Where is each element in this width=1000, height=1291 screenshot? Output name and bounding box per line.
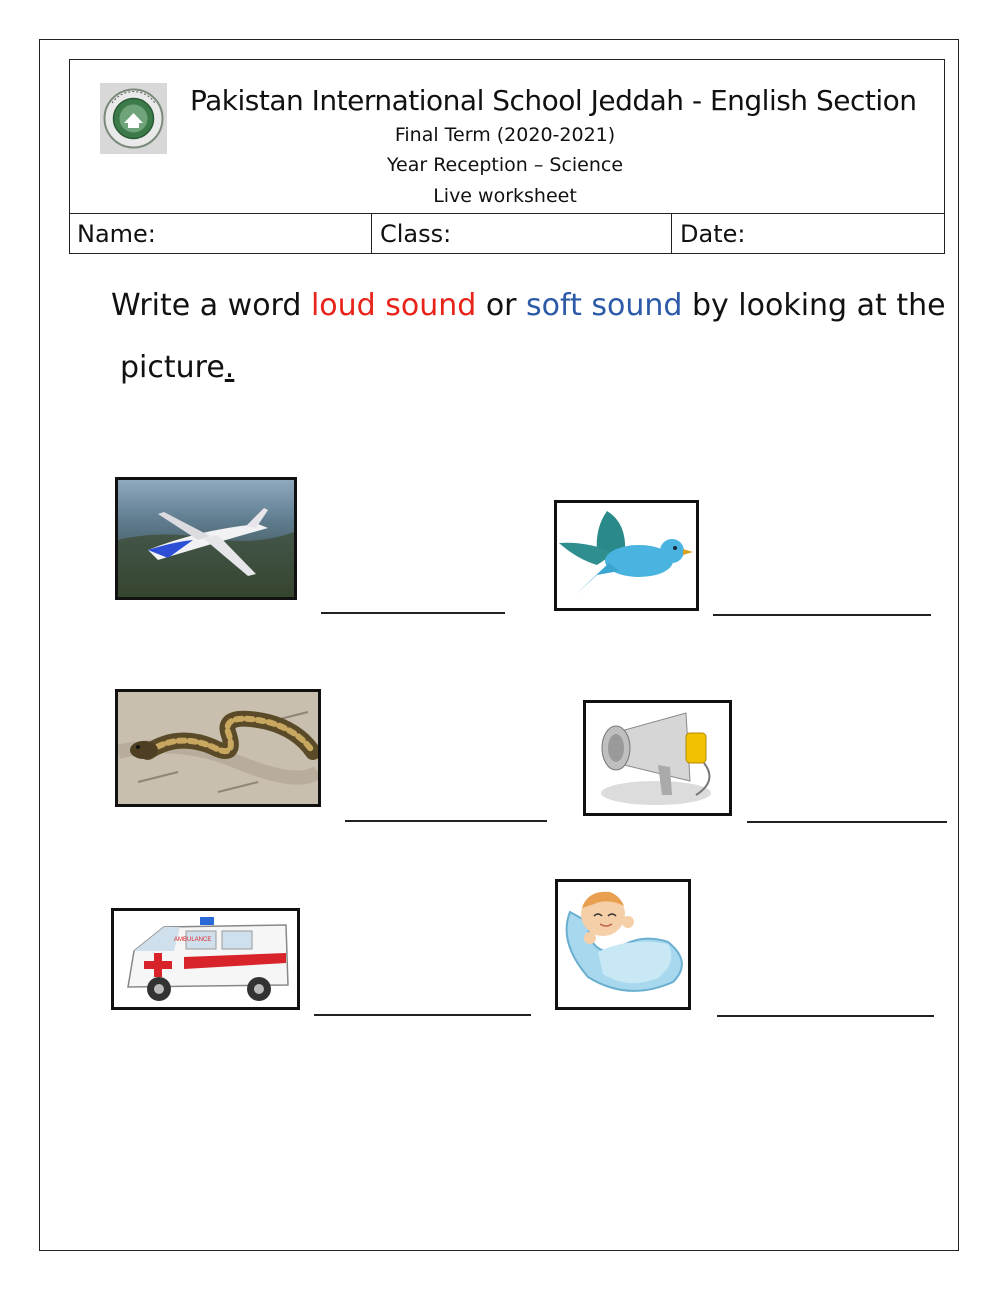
instruction-text-1: Write a word (111, 288, 311, 323)
answer-line-snake[interactable] (345, 820, 547, 822)
instruction-line-1 (111, 288, 946, 323)
date-field[interactable] (672, 214, 945, 254)
airplane-icon (118, 480, 294, 597)
baby-icon (558, 882, 688, 1007)
name-field[interactable] (69, 214, 372, 254)
instruction-text-3: by looking at the (682, 288, 946, 323)
ambulance-picture (111, 908, 300, 1010)
snake-icon (118, 692, 318, 804)
ambulance-icon (114, 911, 297, 1007)
instruction-text-2: or (476, 288, 527, 323)
answer-line-bird[interactable] (713, 614, 931, 616)
soft-sound-keyword: soft sound (526, 288, 683, 323)
class-label: Class: (380, 220, 452, 248)
worksheet-type-label: Live worksheet (433, 185, 577, 207)
megaphone-picture (583, 700, 732, 816)
instruction-period: . (224, 350, 235, 385)
year-subject-label: Year Reception – Science (386, 154, 624, 176)
student-info-row (69, 213, 945, 254)
answer-line-airplane[interactable] (321, 612, 505, 614)
megaphone-icon (586, 703, 729, 813)
term-label: Final Term (2020-2021) (394, 124, 616, 146)
snake-picture (115, 689, 321, 807)
instruction-text-4: picture (120, 350, 225, 385)
school-logo-icon (100, 83, 167, 154)
baby-picture (555, 879, 691, 1010)
school-name: Pakistan International School Jeddah - English Section (190, 84, 917, 117)
ambulance-lettering: AMBULANCE (174, 937, 212, 943)
answer-line-megaphone[interactable] (747, 821, 947, 823)
date-label: Date: (680, 220, 746, 248)
name-label: Name: (77, 220, 156, 248)
loud-sound-keyword: loud sound (310, 288, 477, 323)
class-field[interactable] (372, 214, 672, 254)
bird-picture (554, 500, 699, 611)
airplane-picture (115, 477, 297, 600)
bird-icon (557, 503, 696, 608)
answer-line-baby[interactable] (717, 1015, 934, 1017)
answer-line-ambulance[interactable] (314, 1014, 531, 1016)
instruction-line-2 (120, 350, 234, 385)
